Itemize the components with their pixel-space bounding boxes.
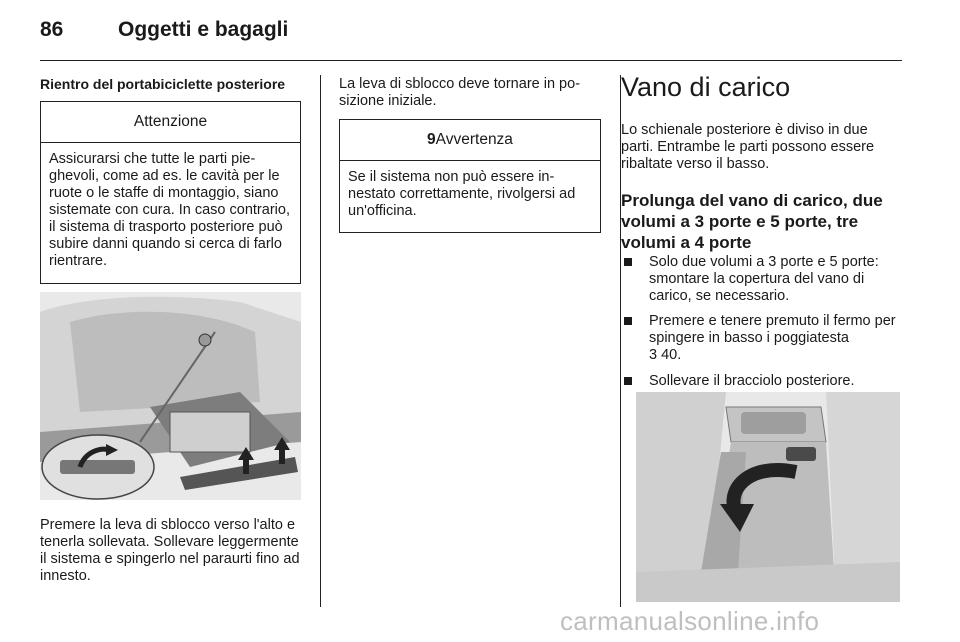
- column-divider: [320, 75, 321, 607]
- page-reference[interactable]: [649, 347, 681, 363]
- list-item: [621, 254, 906, 305]
- bullet-icon: [624, 377, 632, 385]
- header-divider: [40, 60, 902, 61]
- list-item-text: Premere e tenere premuto il fermo per spingere in basso i poggiatesta: [649, 313, 896, 346]
- warning-text: Se il sistema non può essere innestato correttamente, rivolgersi ad un'officina.: [348, 169, 576, 219]
- release-lever-text: La leva di sblocco deve tornare in posizione iniziale.: [339, 76, 581, 109]
- warning-title: Avvertenza: [435, 131, 513, 148]
- warning-title-row: [340, 120, 600, 161]
- warning-icon: 9: [427, 131, 436, 148]
- list-item-text: Solo due volumi a 3 porte e 5 porte: smontare la copertura del vano di carico, se necessario.: [649, 254, 879, 304]
- bike-carrier-illustration: [40, 292, 301, 500]
- bike-carrier-drawing: [40, 292, 301, 500]
- reference-arrow-icon: 3: [649, 347, 658, 363]
- list-item: [621, 373, 906, 390]
- caution-title: Attenzione: [41, 102, 300, 143]
- page-title: Oggetti e bagagli: [118, 18, 289, 41]
- armrest-illustration: [636, 392, 900, 602]
- list-item: [621, 313, 906, 364]
- bullet-icon: [624, 317, 632, 325]
- warning-box: [339, 119, 601, 233]
- subsection-heading: Prolunga del vano di carico, due volumi a 3 porte e 5 porte, tre volumi a 4 porte: [621, 191, 883, 252]
- intro-text: Lo schienale posteriore è diviso in due parti. Entrambe le parti possono essere ribaltate verso il basso.: [621, 122, 875, 172]
- armrest-drawing: [636, 392, 900, 602]
- instruction-text: Premere la leva di sblocco verso l'alto e tenerla sollevata. Sollevare leggermente il sistema e spingerlo nel paraurti fino ad innesto.: [40, 517, 300, 584]
- list-item-text: Sollevare il bracciolo posteriore.: [649, 373, 855, 389]
- section-title: Vano di carico: [621, 72, 791, 102]
- bullet-icon: [624, 258, 632, 266]
- caution-box: [40, 101, 301, 284]
- page-number: 86: [40, 18, 64, 41]
- caution-text: Assicurarsi che tutte le parti pieghevoli, come ad es. le cavità per le ruote o le staffe di montaggio, siano sistemate con cura. In caso contrario, il sistema di trasporto posteriore può subire danni quando si cerca di farlo rientrare.: [49, 151, 290, 269]
- watermark: carmanualsonline.info: [560, 606, 820, 636]
- section-heading: Rientro del portabiciclette posteriore: [40, 76, 286, 92]
- reference-page: 40.: [661, 347, 682, 363]
